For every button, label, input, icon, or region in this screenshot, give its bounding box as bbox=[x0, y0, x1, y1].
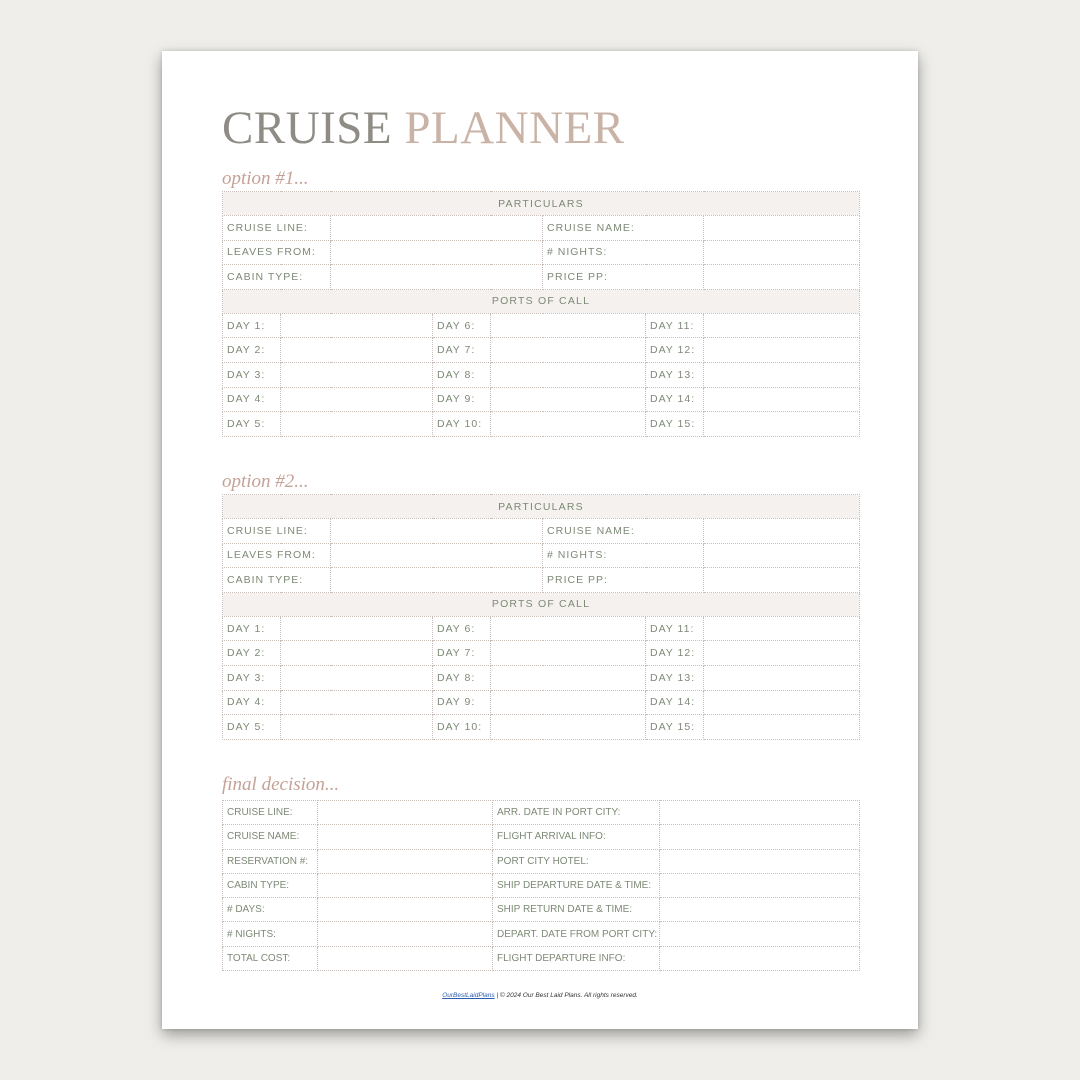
field-label: LEAVES FROM: bbox=[223, 240, 331, 265]
day-label: DAY 5: bbox=[223, 715, 281, 740]
field-input[interactable] bbox=[660, 825, 860, 849]
option-2-heading: option #2... bbox=[222, 471, 309, 492]
field-input[interactable] bbox=[660, 922, 860, 946]
day-input[interactable] bbox=[281, 362, 433, 387]
day-input[interactable] bbox=[491, 665, 646, 690]
field-label: CABIN TYPE: bbox=[223, 265, 331, 290]
day-label: DAY 5: bbox=[223, 412, 281, 437]
day-row bbox=[223, 338, 860, 363]
option-1-table bbox=[222, 191, 860, 437]
field-input[interactable] bbox=[331, 240, 543, 265]
day-label: DAY 10: bbox=[433, 715, 491, 740]
field-label: DEPART. DATE FROM PORT CITY: bbox=[493, 922, 660, 946]
field-label: LEAVES FROM: bbox=[223, 543, 331, 568]
option-1-heading: option #1... bbox=[222, 168, 309, 189]
field-input[interactable] bbox=[704, 568, 860, 593]
page-title bbox=[222, 101, 625, 155]
day-input[interactable] bbox=[704, 715, 860, 740]
planner-sheet bbox=[162, 51, 918, 1029]
field-label: CRUISE LINE: bbox=[223, 801, 318, 825]
field-label: CRUISE LINE: bbox=[223, 519, 331, 544]
particulars-row bbox=[223, 519, 860, 544]
day-label: DAY 12: bbox=[646, 338, 704, 363]
day-label: DAY 13: bbox=[646, 665, 704, 690]
day-label: DAY 10: bbox=[433, 412, 491, 437]
option-2-table bbox=[222, 494, 860, 740]
final-decision-table bbox=[222, 800, 860, 971]
day-input[interactable] bbox=[491, 616, 646, 641]
day-label: DAY 6: bbox=[433, 616, 491, 641]
particulars-row bbox=[223, 543, 860, 568]
day-label: DAY 15: bbox=[646, 412, 704, 437]
day-row bbox=[223, 362, 860, 387]
field-input[interactable] bbox=[660, 801, 860, 825]
day-input[interactable] bbox=[281, 690, 433, 715]
field-label: RESERVATION #: bbox=[223, 849, 318, 873]
field-input[interactable] bbox=[331, 543, 543, 568]
field-label: # NIGHTS: bbox=[543, 240, 704, 265]
particulars-header: PARTICULARS bbox=[223, 192, 860, 216]
day-input[interactable] bbox=[281, 313, 433, 338]
field-input[interactable] bbox=[331, 216, 543, 241]
day-label: DAY 7: bbox=[433, 338, 491, 363]
particulars-row bbox=[223, 216, 860, 241]
day-input[interactable] bbox=[491, 641, 646, 666]
field-input[interactable] bbox=[318, 825, 493, 849]
field-input[interactable] bbox=[318, 922, 493, 946]
field-label: ARR. DATE IN PORT CITY: bbox=[493, 801, 660, 825]
day-label: DAY 6: bbox=[433, 313, 491, 338]
field-label: TOTAL COST: bbox=[223, 946, 318, 970]
day-input[interactable] bbox=[704, 362, 860, 387]
ports-of-call-header: PORTS OF CALL bbox=[223, 592, 860, 616]
day-row bbox=[223, 641, 860, 666]
day-input[interactable] bbox=[704, 616, 860, 641]
day-label: DAY 8: bbox=[433, 665, 491, 690]
footer-copyright: | © 2024 Our Best Laid Plans. All rights reserved. bbox=[494, 992, 638, 999]
day-row bbox=[223, 313, 860, 338]
field-input[interactable] bbox=[318, 873, 493, 897]
day-row bbox=[223, 690, 860, 715]
day-label: DAY 14: bbox=[646, 387, 704, 412]
day-input[interactable] bbox=[491, 387, 646, 412]
field-input[interactable] bbox=[331, 265, 543, 290]
footer bbox=[162, 992, 918, 999]
day-label: DAY 1: bbox=[223, 313, 281, 338]
field-input[interactable] bbox=[660, 898, 860, 922]
field-input[interactable] bbox=[704, 240, 860, 265]
field-input[interactable] bbox=[318, 946, 493, 970]
day-label: DAY 13: bbox=[646, 362, 704, 387]
field-label: FLIGHT ARRIVAL INFO: bbox=[493, 825, 660, 849]
title-part-cruise: CRUISE bbox=[222, 102, 393, 154]
final-row bbox=[223, 849, 860, 873]
day-label: DAY 4: bbox=[223, 690, 281, 715]
day-input[interactable] bbox=[281, 412, 433, 437]
day-label: DAY 4: bbox=[223, 387, 281, 412]
day-input[interactable] bbox=[491, 362, 646, 387]
field-input[interactable] bbox=[660, 946, 860, 970]
field-input[interactable] bbox=[660, 849, 860, 873]
day-input[interactable] bbox=[704, 387, 860, 412]
field-label: CRUISE NAME: bbox=[223, 825, 318, 849]
final-row bbox=[223, 873, 860, 897]
day-label: DAY 1: bbox=[223, 616, 281, 641]
day-input[interactable] bbox=[281, 715, 433, 740]
day-input[interactable] bbox=[704, 412, 860, 437]
field-label: # NIGHTS: bbox=[543, 543, 704, 568]
field-label: CABIN TYPE: bbox=[223, 873, 318, 897]
particulars-header-row bbox=[223, 495, 860, 519]
field-input[interactable] bbox=[331, 568, 543, 593]
particulars-header-row bbox=[223, 192, 860, 216]
day-label: DAY 9: bbox=[433, 690, 491, 715]
day-input[interactable] bbox=[281, 338, 433, 363]
final-row bbox=[223, 898, 860, 922]
ports-header-row bbox=[223, 592, 860, 616]
day-input[interactable] bbox=[704, 665, 860, 690]
day-label: DAY 9: bbox=[433, 387, 491, 412]
day-row bbox=[223, 715, 860, 740]
day-row bbox=[223, 412, 860, 437]
field-input[interactable] bbox=[318, 801, 493, 825]
day-input[interactable] bbox=[491, 313, 646, 338]
footer-link[interactable]: OurBestLaidPlans bbox=[442, 992, 495, 999]
day-label: DAY 3: bbox=[223, 362, 281, 387]
field-input[interactable] bbox=[704, 216, 860, 241]
final-row bbox=[223, 922, 860, 946]
day-input[interactable] bbox=[281, 616, 433, 641]
final-decision-heading: final decision... bbox=[222, 774, 340, 795]
day-input[interactable] bbox=[281, 641, 433, 666]
field-label: CRUISE LINE: bbox=[223, 216, 331, 241]
day-label: DAY 11: bbox=[646, 616, 704, 641]
field-input[interactable] bbox=[318, 849, 493, 873]
final-row bbox=[223, 825, 860, 849]
field-label: PRICE PP: bbox=[543, 265, 704, 290]
day-label: DAY 12: bbox=[646, 641, 704, 666]
field-label: SHIP RETURN DATE & TIME: bbox=[493, 898, 660, 922]
ports-header-row bbox=[223, 289, 860, 313]
particulars-row bbox=[223, 265, 860, 290]
field-label: FLIGHT DEPARTURE INFO: bbox=[493, 946, 660, 970]
particulars-header: PARTICULARS bbox=[223, 495, 860, 519]
day-input[interactable] bbox=[704, 690, 860, 715]
day-input[interactable] bbox=[704, 313, 860, 338]
day-input[interactable] bbox=[491, 715, 646, 740]
particulars-row bbox=[223, 240, 860, 265]
field-label: PRICE PP: bbox=[543, 568, 704, 593]
final-row bbox=[223, 946, 860, 970]
field-label: CRUISE NAME: bbox=[543, 519, 704, 544]
field-input[interactable] bbox=[704, 265, 860, 290]
day-input[interactable] bbox=[281, 665, 433, 690]
day-label: DAY 15: bbox=[646, 715, 704, 740]
field-input[interactable] bbox=[704, 543, 860, 568]
ports-of-call-header: PORTS OF CALL bbox=[223, 289, 860, 313]
day-label: DAY 2: bbox=[223, 338, 281, 363]
day-input[interactable] bbox=[704, 641, 860, 666]
day-label: DAY 2: bbox=[223, 641, 281, 666]
field-input[interactable] bbox=[331, 519, 543, 544]
day-input[interactable] bbox=[704, 338, 860, 363]
day-label: DAY 7: bbox=[433, 641, 491, 666]
field-label: # NIGHTS: bbox=[223, 922, 318, 946]
field-label: # DAYS: bbox=[223, 898, 318, 922]
field-input[interactable] bbox=[318, 898, 493, 922]
day-label: DAY 14: bbox=[646, 690, 704, 715]
day-label: DAY 11: bbox=[646, 313, 704, 338]
particulars-row bbox=[223, 568, 860, 593]
field-label: PORT CITY HOTEL: bbox=[493, 849, 660, 873]
day-row bbox=[223, 387, 860, 412]
day-input[interactable] bbox=[281, 387, 433, 412]
field-label: CRUISE NAME: bbox=[543, 216, 704, 241]
field-label: SHIP DEPARTURE DATE & TIME: bbox=[493, 873, 660, 897]
day-row bbox=[223, 616, 860, 641]
final-row bbox=[223, 801, 860, 825]
day-input[interactable] bbox=[491, 412, 646, 437]
day-input[interactable] bbox=[491, 338, 646, 363]
day-row bbox=[223, 665, 860, 690]
day-label: DAY 3: bbox=[223, 665, 281, 690]
title-part-planner: PLANNER bbox=[404, 102, 625, 154]
field-label: CABIN TYPE: bbox=[223, 568, 331, 593]
field-input[interactable] bbox=[704, 519, 860, 544]
field-input[interactable] bbox=[660, 873, 860, 897]
day-input[interactable] bbox=[491, 690, 646, 715]
day-label: DAY 8: bbox=[433, 362, 491, 387]
